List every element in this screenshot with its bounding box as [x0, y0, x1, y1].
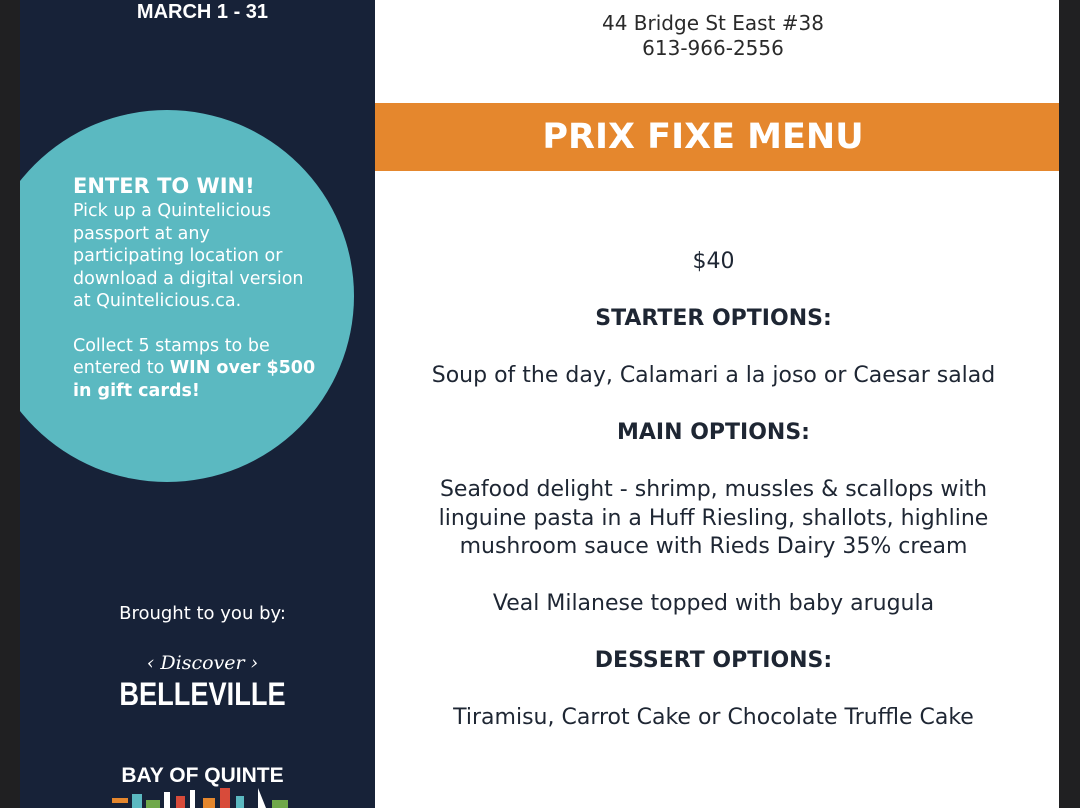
menu-title: PRIX FIXE MENU	[542, 117, 864, 157]
discover-logo-script: ‹ Discover ›	[146, 652, 259, 674]
page-frame-right	[1059, 0, 1080, 808]
restaurant-phone: 613-966-2556	[642, 36, 784, 60]
menu-price: $40	[692, 249, 735, 274]
menu-panel	[375, 0, 1059, 808]
main-item-veal: Veal Milanese topped with baby arugula	[492, 591, 935, 616]
bay-of-quinte-logo: BAY OF QUINTE	[121, 764, 284, 787]
promo-prize: WIN over $500 in gift cards!	[73, 358, 316, 401]
menu-banner	[375, 103, 1059, 171]
starter-items: Soup of the day, Calamari a la joso or Caesar salad	[431, 363, 996, 388]
page-frame-left	[0, 0, 20, 808]
bay-of-quinte-skyline-icon	[108, 786, 298, 808]
belleville-logo: BELLEVILLE	[119, 676, 286, 712]
brought-to-you-by: Brought to you by:	[119, 603, 286, 624]
starter-heading: STARTER OPTIONS:	[595, 306, 832, 331]
promo-collect: Collect 5 stamps to be entered to WIN over $500 in gift cards!	[73, 335, 316, 401]
dessert-heading: DESSERT OPTIONS:	[594, 648, 833, 673]
restaurant-address: 44 Bridge St East #38	[602, 11, 824, 35]
dessert-items: Tiramisu, Carrot Cake or Chocolate Truffle Cake	[453, 705, 974, 730]
promo-text-block	[73, 172, 323, 402]
promo-sidebar	[20, 0, 375, 808]
promo-heading: ENTER TO WIN!	[73, 174, 255, 198]
event-dates: MARCH 1 - 31	[136, 1, 269, 23]
promo-body: Pick up a Quintelicious passport at any participating location or download a digital version at Quintelicious.ca.	[73, 201, 304, 311]
main-heading: MAIN OPTIONS:	[617, 420, 810, 445]
restaurant-contact	[375, 11, 1051, 61]
main-item-seafood: Seafood delight - shrimp, mussles & scallops with linguine pasta in a Huff Riesling, shallots, highline mushroom sauce with Rieds Dairy 35% cream	[438, 477, 989, 559]
menu-content	[415, 248, 1012, 733]
